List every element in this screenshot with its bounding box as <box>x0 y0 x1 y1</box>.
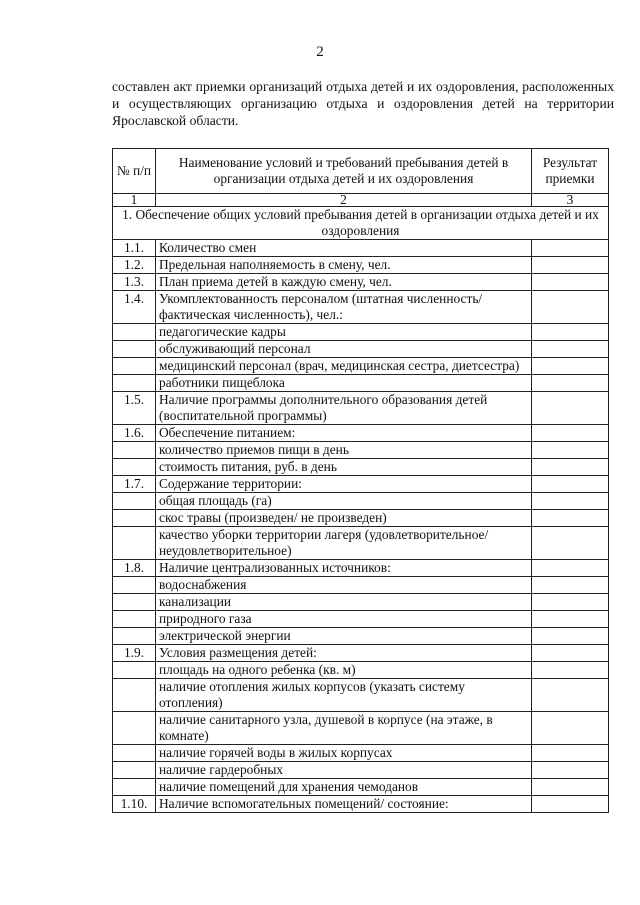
row-condition: электрической энергии <box>156 628 532 645</box>
row-condition: площадь на одного ребенка (кв. м) <box>156 662 532 679</box>
row-condition: План приема детей в каждую смену, чел. <box>156 274 532 291</box>
row-condition: Наличие централизованных источников: <box>156 560 532 577</box>
row-number: 1.8. <box>113 560 156 577</box>
row-result-cell[interactable] <box>532 645 609 662</box>
row-number <box>113 493 156 510</box>
table-row <box>113 324 609 341</box>
intro-paragraph: составлен акт приемки организаций отдыха детей и их оздоровления, расположенных и осуществляющих организацию отдыха и оздоровления детей на территории Ярославской области. <box>112 79 614 128</box>
page-number: 2 <box>316 44 324 60</box>
table-row <box>113 392 609 425</box>
row-result-cell[interactable] <box>532 679 609 712</box>
section-title: 1. Обеспечение общих условий пребывания детей в организации отдыха детей и их оздоровления <box>113 207 609 240</box>
table-row <box>113 442 609 459</box>
table-row <box>113 274 609 291</box>
row-condition: общая площадь (га) <box>156 493 532 510</box>
row-number <box>113 611 156 628</box>
row-result-cell[interactable] <box>532 594 609 611</box>
row-result-cell[interactable] <box>532 425 609 442</box>
row-result-cell[interactable] <box>532 712 609 745</box>
row-result-cell[interactable] <box>532 611 609 628</box>
row-number <box>113 358 156 375</box>
column-number-row <box>113 194 609 207</box>
table-row <box>113 493 609 510</box>
table-row <box>113 762 609 779</box>
row-number <box>113 662 156 679</box>
table-row <box>113 358 609 375</box>
row-result-cell[interactable] <box>532 459 609 476</box>
row-condition: Обеспечение питанием: <box>156 425 532 442</box>
column-number: 3 <box>532 194 609 207</box>
row-number: 1.7. <box>113 476 156 493</box>
row-condition: скос травы (произведен/ не произведен) <box>156 510 532 527</box>
table-row <box>113 628 609 645</box>
row-result-cell[interactable] <box>532 358 609 375</box>
row-result-cell[interactable] <box>532 662 609 679</box>
row-condition: Предельная наполняемость в смену, чел. <box>156 257 532 274</box>
row-condition: наличие отопления жилых корпусов (указать систему отопления) <box>156 679 532 712</box>
row-number <box>113 341 156 358</box>
row-number <box>113 628 156 645</box>
header-name: Наименование условий и требований пребывания детей в организации отдыха детей и их оздоровления <box>156 149 532 194</box>
row-number: 1.9. <box>113 645 156 662</box>
row-result-cell[interactable] <box>532 796 609 813</box>
acceptance-table <box>112 148 609 813</box>
row-result-cell[interactable] <box>532 476 609 493</box>
row-result-cell[interactable] <box>532 442 609 459</box>
table-row <box>113 594 609 611</box>
table-row <box>113 611 609 628</box>
row-condition: Наличие вспомогательных помещений/ состояние: <box>156 796 532 813</box>
header-result: Результат приемки <box>532 149 609 194</box>
row-condition: Условия размещения детей: <box>156 645 532 662</box>
row-condition: педагогические кадры <box>156 324 532 341</box>
row-result-cell[interactable] <box>532 527 609 560</box>
row-condition: природного газа <box>156 611 532 628</box>
row-result-cell[interactable] <box>532 628 609 645</box>
row-number: 1.1. <box>113 240 156 257</box>
column-number: 2 <box>156 194 532 207</box>
row-condition: канализации <box>156 594 532 611</box>
row-result-cell[interactable] <box>532 560 609 577</box>
row-result-cell[interactable] <box>532 577 609 594</box>
row-condition: медицинский персонал (врач, медицинская сестра, диетсестра) <box>156 358 532 375</box>
table-row <box>113 476 609 493</box>
row-result-cell[interactable] <box>532 779 609 796</box>
row-number <box>113 712 156 745</box>
row-number: 1.2. <box>113 257 156 274</box>
table-row <box>113 425 609 442</box>
table-row <box>113 459 609 476</box>
row-result-cell[interactable] <box>532 392 609 425</box>
table-row <box>113 796 609 813</box>
row-number <box>113 762 156 779</box>
table-row <box>113 240 609 257</box>
table-row <box>113 679 609 712</box>
row-result-cell[interactable] <box>532 375 609 392</box>
row-condition: количество приемов пищи в день <box>156 442 532 459</box>
row-condition: водоснабжения <box>156 577 532 594</box>
table-header-row <box>113 149 609 194</box>
table-row <box>113 712 609 745</box>
row-result-cell[interactable] <box>532 745 609 762</box>
row-condition: наличие горячей воды в жилых корпусах <box>156 745 532 762</box>
table-row <box>113 375 609 392</box>
column-number: 1 <box>113 194 156 207</box>
row-condition: качество уборки территории лагеря (удовлетворительное/неудовлетворительное) <box>156 527 532 560</box>
header-num: № п/п <box>113 149 156 194</box>
row-result-cell[interactable] <box>532 274 609 291</box>
row-condition: Наличие программы дополнительного образования детей (воспитательной программы) <box>156 392 532 425</box>
row-number: 1.10. <box>113 796 156 813</box>
table-row <box>113 527 609 560</box>
row-number <box>113 459 156 476</box>
row-condition: наличие санитарного узла, душевой в корпусе (на этаже, в комнате) <box>156 712 532 745</box>
row-result-cell[interactable] <box>532 510 609 527</box>
table-row <box>113 662 609 679</box>
row-number <box>113 510 156 527</box>
section-row <box>113 207 609 240</box>
row-result-cell[interactable] <box>532 341 609 358</box>
row-condition: обслуживающий персонал <box>156 341 532 358</box>
row-result-cell[interactable] <box>532 324 609 341</box>
table-row <box>113 291 609 324</box>
row-result-cell[interactable] <box>532 493 609 510</box>
row-condition: наличие гардеробных <box>156 762 532 779</box>
row-condition: наличие помещений для хранения чемоданов <box>156 779 532 796</box>
row-result-cell[interactable] <box>532 257 609 274</box>
row-number: 1.4. <box>113 291 156 324</box>
row-condition: работники пищеблока <box>156 375 532 392</box>
table-row <box>113 257 609 274</box>
row-result-cell[interactable] <box>532 291 609 324</box>
table-row <box>113 510 609 527</box>
row-condition: стоимость питания, руб. в день <box>156 459 532 476</box>
table-row <box>113 779 609 796</box>
row-number <box>113 375 156 392</box>
row-number <box>113 442 156 459</box>
table-row <box>113 745 609 762</box>
table-row <box>113 577 609 594</box>
row-number: 1.3. <box>113 274 156 291</box>
row-number <box>113 745 156 762</box>
row-number <box>113 594 156 611</box>
row-result-cell[interactable] <box>532 762 609 779</box>
table-row <box>113 645 609 662</box>
row-number <box>113 527 156 560</box>
table-row <box>113 341 609 358</box>
row-condition: Количество смен <box>156 240 532 257</box>
row-number <box>113 779 156 796</box>
row-number: 1.5. <box>113 392 156 425</box>
row-condition: Укомплектованность персоналом (штатная численность/ фактическая численность), чел.: <box>156 291 532 324</box>
row-number <box>113 577 156 594</box>
row-condition: Содержание территории: <box>156 476 532 493</box>
table-row <box>113 560 609 577</box>
row-number: 1.6. <box>113 425 156 442</box>
row-result-cell[interactable] <box>532 240 609 257</box>
row-number <box>113 679 156 712</box>
row-number <box>113 324 156 341</box>
